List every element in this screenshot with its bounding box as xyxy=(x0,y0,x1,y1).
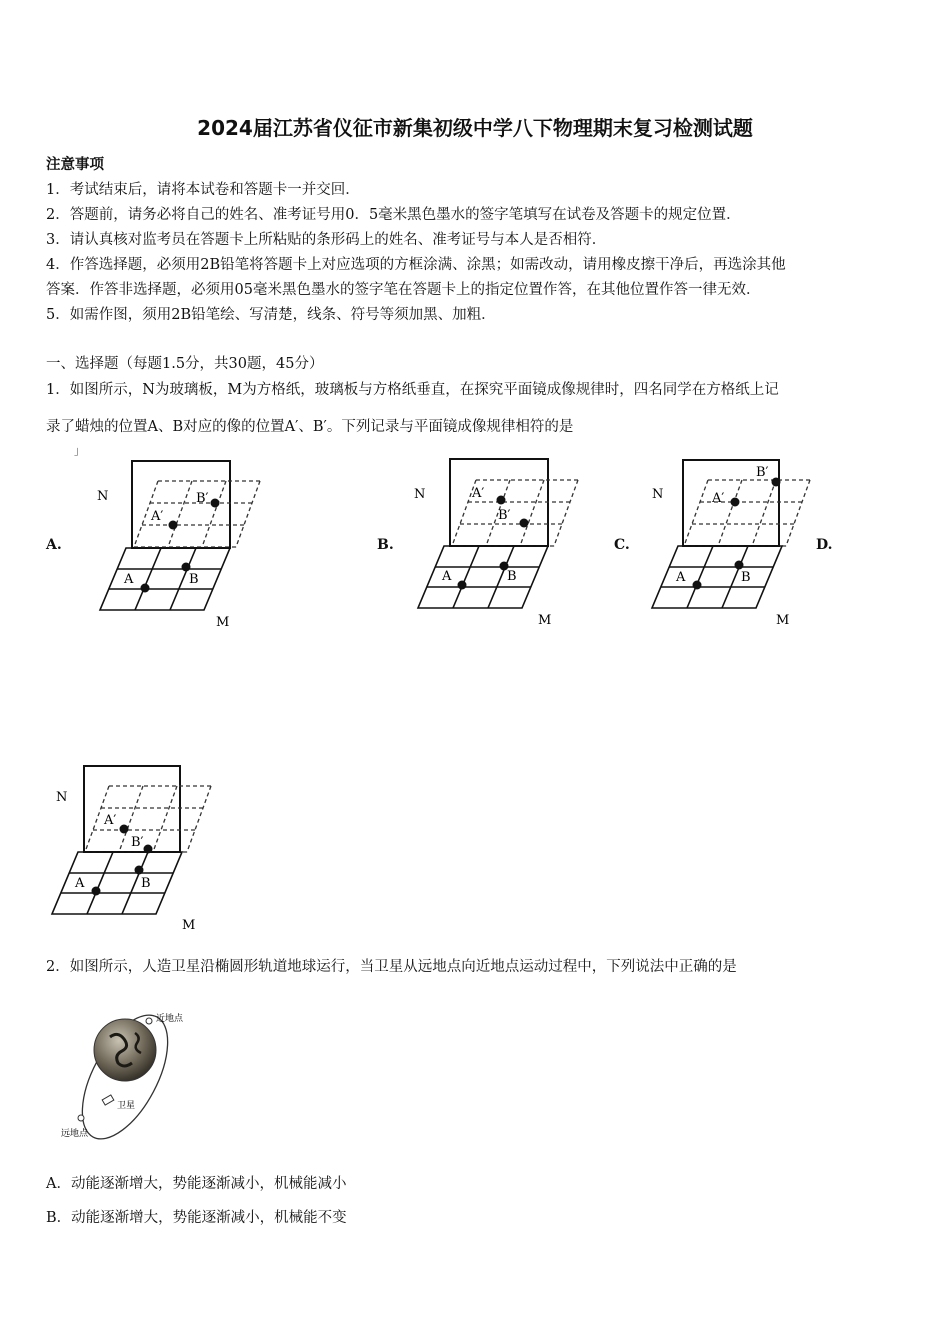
notice-item: 2．答题前，请务必将自己的姓名、准考证号用0．5毫米黑色墨水的签字笔填写在试卷及答题卡的规定位置． xyxy=(46,207,741,223)
notice-heading: 注意事项 xyxy=(46,156,104,173)
b-image-label: B′ xyxy=(131,835,144,850)
mirror-figure-b xyxy=(410,452,595,627)
notice-item: 答案．作答非选择题，必须用05毫米黑色墨水的签字笔在答题卡上的指定位置作答，在其他位置作答一律无效． xyxy=(46,282,761,298)
b-image-point xyxy=(772,478,781,487)
a-point xyxy=(458,581,467,590)
a-image-label: A′ xyxy=(712,491,725,506)
paper-label: M xyxy=(538,613,552,627)
b-point xyxy=(182,563,191,572)
b-label: B xyxy=(189,572,199,587)
satellite-orbit-figure xyxy=(55,1005,235,1145)
a-point xyxy=(92,887,101,896)
option-b-label[interactable]: B. xyxy=(377,537,394,553)
mirror-figure-c xyxy=(648,452,823,627)
a-image-point xyxy=(120,825,129,834)
a-image-point xyxy=(731,498,740,507)
b-label: B xyxy=(741,570,751,585)
a-point xyxy=(141,584,150,593)
satellite-icon xyxy=(102,1095,114,1105)
glass-label: N xyxy=(56,790,68,805)
glass-label: N xyxy=(97,489,109,504)
option-a-label[interactable]: A. xyxy=(46,537,62,553)
mirror-figure-a xyxy=(92,455,272,630)
glass-label: N xyxy=(414,487,426,502)
option-d-label[interactable]: D. xyxy=(816,537,833,553)
glass-label: N xyxy=(652,487,664,502)
question-2-stem: 2．如图所示，人造卫星沿椭圆形轨道地球运行，当卫星从远地点向近地点运动过程中，下列说法中正确的是 xyxy=(46,959,737,975)
notice-item: 5．如需作图，须用2B铅笔绘、写清楚，线条、符号等须加黑、加粗． xyxy=(46,307,496,323)
near-point-marker xyxy=(146,1018,152,1024)
a-label: A xyxy=(676,570,686,585)
notice-item: 4．作答选择题，必须用2B铅笔将答题卡上对应选项的方框涂满、涂黑；如需改动，请用橡皮擦干净后，再选涂其他 xyxy=(46,257,786,273)
stray-mark: 」 xyxy=(74,444,85,457)
b-image-label: B′ xyxy=(196,491,209,506)
b-image-point xyxy=(144,845,153,854)
a-image-point xyxy=(497,496,506,505)
notice-item: 3．请认真核对监考员在答题卡上所粘贴的条形码上的姓名、准考证号与本人是否相符． xyxy=(46,232,607,248)
notice-item: 1．考试结束后，请将本试卷和答题卡一并交回． xyxy=(46,182,360,198)
b-image-label: B′ xyxy=(756,465,769,480)
a-label: A xyxy=(124,572,134,587)
b-image-point xyxy=(211,499,220,508)
paper-label: M xyxy=(216,615,230,630)
b-label: B xyxy=(507,569,517,584)
b-point xyxy=(135,866,144,875)
far-point-label: 远地点 xyxy=(61,1129,89,1139)
a-point xyxy=(693,581,702,590)
a-image-label: A′ xyxy=(104,813,117,828)
question-2-option-b[interactable]: B．动能逐渐增大，势能逐渐减小，机械能不变 xyxy=(46,1210,347,1226)
question-1-stem: 1．如图所示，N为玻璃板，M为方格纸，玻璃板与方格纸垂直，在探究平面镜成像规律时，四名同学在方格纸上记 xyxy=(46,382,779,398)
b-point xyxy=(735,561,744,570)
a-image-label: A′ xyxy=(151,509,164,524)
far-point-marker xyxy=(78,1115,84,1121)
mirror-figure-d xyxy=(44,760,224,935)
paper-label: M xyxy=(182,918,196,933)
satellite-label: 卫星 xyxy=(117,1101,136,1111)
page-title: 2024届江苏省仪征市新集初级中学八下物理期末复习检测试题 xyxy=(197,116,753,140)
near-point-label: 近地点 xyxy=(156,1014,184,1024)
a-image-point xyxy=(169,521,178,530)
a-label: A xyxy=(442,569,452,584)
a-image-label: A′ xyxy=(472,486,485,501)
b-point xyxy=(500,562,509,571)
section-heading: 一、选择题（每题1.5分，共30题，45分） xyxy=(46,356,324,372)
b-image-label: B′ xyxy=(498,508,511,523)
question-2-option-a[interactable]: A．动能逐渐增大，势能逐渐减小，机械能减小 xyxy=(46,1176,347,1192)
b-label: B xyxy=(141,876,151,891)
option-c-label[interactable]: C. xyxy=(614,537,630,553)
b-image-point xyxy=(520,519,529,528)
a-label: A xyxy=(75,876,85,891)
question-1-stem-continued: 录了蜡烛的位置A、B对应的像的位置A′、B′。下列记录与平面镜成像规律相符的是 xyxy=(46,419,574,435)
paper-label: M xyxy=(776,613,790,627)
